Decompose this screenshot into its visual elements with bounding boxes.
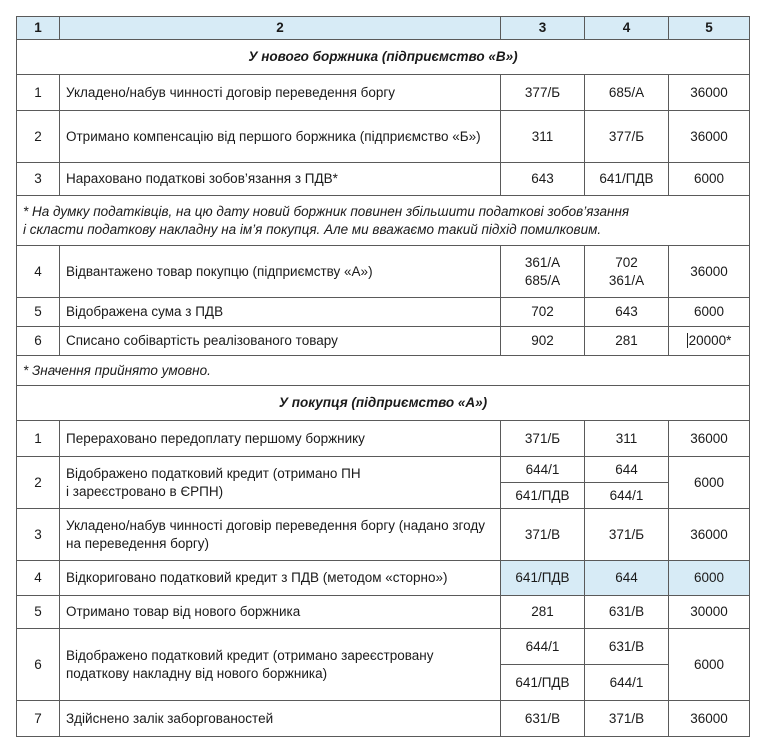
row-description [60, 457, 501, 509]
amount: 6000 [669, 561, 750, 596]
debit-account: 641/ПДВ [501, 561, 585, 596]
amount: 30000 [669, 596, 750, 629]
footnote-line-1: * На думку податківців, на цю дату новий боржник повинен збільшити податкові зобов’язання [23, 203, 630, 219]
row-description: Укладено/набув чинності договір переведення боргу (надано згоду на переведення боргу) [60, 509, 501, 561]
credit-account: 644 [585, 457, 669, 483]
debit-account: 631/В [501, 701, 585, 737]
header-col-5: 5 [669, 17, 750, 40]
row-description: Перераховано передоплату першому боржнику [60, 421, 501, 457]
row-number: 6 [17, 327, 60, 356]
row-description: Відображено податковий кредит (отримано зареєстровану податкову накладну від нового боржника) [60, 629, 501, 701]
amount: 6000 [669, 457, 750, 509]
table-row [17, 701, 750, 737]
footnote-tax-opinion [17, 196, 750, 246]
row-description: Здійснено залік заборгованостей [60, 701, 501, 737]
footnote-row [17, 196, 750, 246]
section-b-title: У нового боржника (підприємство «В») [17, 40, 750, 75]
table-row [17, 298, 750, 327]
debit-account: 643 [501, 163, 585, 196]
debit-account: 641/ПДВ [501, 483, 585, 509]
debit-account: 371/Б [501, 421, 585, 457]
header-col-1: 1 [17, 17, 60, 40]
credit-account: 644/1 [585, 665, 669, 701]
footnote-line-2: і скласти податкову накладну на ім’я покупця. Але ми вважаємо такий підхід помилковим. [23, 221, 602, 237]
row-number: 7 [17, 701, 60, 737]
section-a-title: У покупця (підприємство «А») [17, 386, 750, 421]
row-description: Відвантажено товар покупцю (підприємству «А») [60, 246, 501, 298]
credit-account: 685/А [585, 75, 669, 111]
amount: 6000 [669, 298, 750, 327]
row-description-line: Відображено податковий кредит (отримано ПН [66, 465, 361, 481]
credit-account: 371/В [585, 701, 669, 737]
amount: 36000 [669, 75, 750, 111]
row-description: Відкориговано податковий кредит з ПДВ (методом «сторно») [60, 561, 501, 596]
credit-account-line: 702 [615, 254, 638, 270]
amount: 6000 [669, 163, 750, 196]
row-description: Списано собівартість реалізованого товару [60, 327, 501, 356]
credit-account: 281 [585, 327, 669, 356]
credit-account [585, 246, 669, 298]
credit-account: 643 [585, 298, 669, 327]
row-number: 6 [17, 629, 60, 701]
table-row-highlighted [17, 561, 750, 596]
row-number: 1 [17, 75, 60, 111]
debit-account: 311 [501, 111, 585, 163]
header-col-4: 4 [585, 17, 669, 40]
table-row [17, 246, 750, 298]
credit-account: 371/Б [585, 509, 669, 561]
row-description: Відображена сума з ПДВ [60, 298, 501, 327]
row-number: 5 [17, 596, 60, 629]
row-description: Отримано компенсацію від першого боржника (підприємство «Б») [60, 111, 501, 163]
row-number: 2 [17, 457, 60, 509]
row-number: 3 [17, 509, 60, 561]
debit-account: 902 [501, 327, 585, 356]
amount: 36000 [669, 421, 750, 457]
credit-account: 644 [585, 561, 669, 596]
credit-account: 311 [585, 421, 669, 457]
debit-account: 644/1 [501, 629, 585, 665]
debit-account-line: 361/А [524, 254, 561, 270]
amount: 6000 [669, 629, 750, 701]
credit-account: 644/1 [585, 483, 669, 509]
debit-account: 377/Б [501, 75, 585, 111]
table-row [17, 509, 750, 561]
footnote-row [17, 356, 750, 386]
credit-account: 641/ПДВ [585, 163, 669, 196]
table-row [17, 457, 750, 483]
table-row [17, 163, 750, 196]
row-number: 4 [17, 561, 60, 596]
amount: 36000 [669, 509, 750, 561]
debit-account-line: 685/А [524, 272, 561, 288]
row-number: 1 [17, 421, 60, 457]
header-row [17, 17, 750, 40]
credit-account: 377/Б [585, 111, 669, 163]
header-col-2: 2 [60, 17, 501, 40]
amount[interactable] [669, 327, 750, 356]
section-b-title-row [17, 40, 750, 75]
debit-account: 641/ПДВ [501, 665, 585, 701]
debit-account: 281 [501, 596, 585, 629]
row-description: Отримано товар від нового боржника [60, 596, 501, 629]
debit-account: 644/1 [501, 457, 585, 483]
table-row [17, 111, 750, 163]
table-row [17, 596, 750, 629]
amount: 36000 [669, 701, 750, 737]
credit-account: 631/В [585, 596, 669, 629]
debit-account [501, 246, 585, 298]
footnote-conditional: * Значення прийнято умовно. [17, 356, 750, 386]
row-description: Нараховано податкові зобов’язання з ПДВ* [60, 163, 501, 196]
debit-account: 371/В [501, 509, 585, 561]
row-number: 5 [17, 298, 60, 327]
credit-account-line: 361/А [608, 272, 645, 288]
text-cursor-cell[interactable]: 20000* [688, 333, 732, 348]
debit-account: 702 [501, 298, 585, 327]
amount: 36000 [669, 246, 750, 298]
table-row [17, 327, 750, 356]
row-number: 2 [17, 111, 60, 163]
table-row [17, 75, 750, 111]
row-description: Укладено/набув чинності договір переведення боргу [60, 75, 501, 111]
row-number: 3 [17, 163, 60, 196]
row-description-line: і зареєстровано в ЄРПН) [66, 483, 224, 499]
header-col-3: 3 [501, 17, 585, 40]
row-number: 4 [17, 246, 60, 298]
table-row [17, 421, 750, 457]
accounting-entries-table [16, 16, 750, 737]
table-row [17, 629, 750, 665]
section-a-title-row [17, 386, 750, 421]
amount: 36000 [669, 111, 750, 163]
credit-account: 631/В [585, 629, 669, 665]
